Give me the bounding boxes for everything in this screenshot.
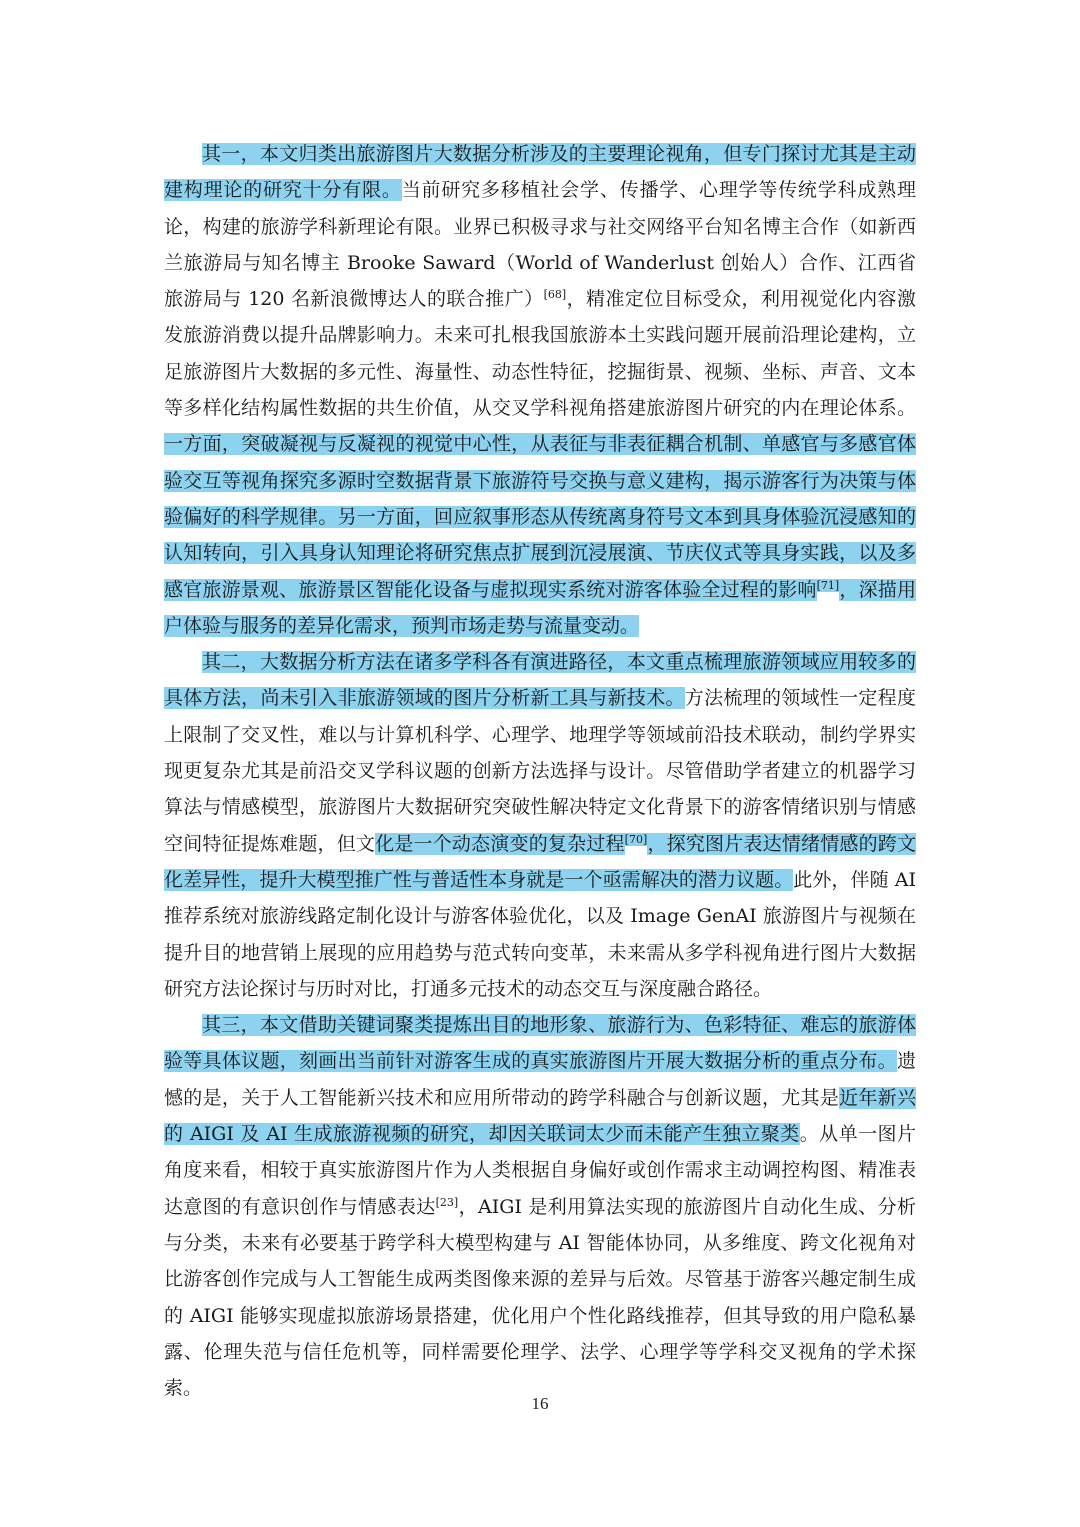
page-number: 16 xyxy=(531,1394,549,1413)
highlighted-text: ，探究图片表达情绪情感的跨文化差异性，提升大模型推广性与普适性本身就是一个亟需解决的潜力议题。 xyxy=(164,832,916,891)
highlighted-text: 一方面，突破凝视与反凝视的视觉中心性，从表征与非表征耦合机制、单感官与多感官体验交互等视角探究多源时空数据背景下旅游符号交换与意义建构，揭示游客行为决策与体验偏好的科学规律。另一方面，回应叙事形态从传统离身符号文本到具身体验沉浸感知的认知转向，引入具身认知理论将研究焦点扩展到沉浸展演、节庆仪式等具身实践，以及多感官旅游景观、旅游景区智能化设备与虚拟现实系统对游客体验全过程的影响 xyxy=(164,433,916,601)
body-span: ，AIGI 是利用算法实现的旅游图片自动化生成、分析与分类，未来有必要基于跨学科大模型构建与 AI 智能体协同，从多维度、跨文化视角对比游客创作完成与人工智能生成两类图像来源的差异与后效。尽管基于游客兴趣定制生成的 AIGI 能够实现虚拟旅游场景搭建，优化用户个性化路线推荐，但其导致的用户隐私暴露、伦理失范与信任危机等，同样需要伦理学、法学、心理学等学科交叉视角的学术探索。 xyxy=(164,1195,916,1400)
highlighted-text: 其一，本文归类出旅游图片大数据分析涉及的主要理论视角，但专门探讨尤其是主动建构理论的研究十分有限。 xyxy=(164,143,916,202)
highlighted-text: 其三，本文借助关键词聚类提炼出目的地形象、旅游行为、色彩特征、难忘的旅游体验等具体议题，刻画出当前针对游客生成的真实旅游图片开展大数据分析的重点分布。 xyxy=(164,1014,916,1073)
body-span: 遗憾的是，关于人工智能新兴技术和应用所带动的跨学科融合与创新议题，尤其是 xyxy=(164,1050,916,1109)
body-span: 。从单一图片角度来看，相较于真实旅游图片作为人类根据自身偏好或创作需求主动调控构图、精准表达意图的有意识创作与情感表达 xyxy=(164,1123,916,1218)
paragraph-2 xyxy=(164,644,916,1007)
body-span: 当前研究多移植社会学、传播学、心理学等传统学科成熟理论，构建的旅游学科新理论有限。业界已积极寻求与社交网络平台知名博主合作（如新西兰旅游局与知名博主 Brooke Saward（World of Wanderlust 创始人）合作、江西省旅游局与 120 名新浪微博达人的联合推广） xyxy=(164,179,916,311)
body-span: 此外，伴随 AI 推荐系统对旅游线路定制化设计与游客体验优化，以及 Image GenAI 旅游图片与视频在提升目的地营销上展现的应用趋势与范式转向变革，未来需从多学科视角进行图片大数据研究方法论探讨与历时对比，打通多元技术的动态交互与深度融合路径。 xyxy=(164,868,916,1000)
highlighted-text: 其二，大数据分析方法在诸多学科各有演进路径，本文重点梳理旅游领域应用较多的具体方法，尚未引入非旅游领域的图片分析新工具与新技术。 xyxy=(164,651,916,710)
citation-ref: [70] xyxy=(624,832,648,846)
paragraph-1 xyxy=(164,136,916,644)
highlighted-text: 近年新兴的 AIGI 及 AI 生成旅游视频的研究，却因关联词太少而未能产生独立聚类 xyxy=(164,1086,916,1146)
citation-ref: [71] xyxy=(816,578,840,592)
body-span: ，精准定位目标受众，利用视觉化内容激发旅游消费以提升品牌影响力。未来可扎根我国旅游本土实践问题开展前沿理论建构，立足旅游图片大数据的多元性、海量性、动态性特征，挖掘街景、视频、坐标、声音、文本等多样化结构属性数据的共生价值，从交叉学科视角搭建旅游图片研究的内在理论体系。 xyxy=(164,288,916,420)
highlighted-text: ，深描用户体验与服务的差异化需求，预判市场走势与流量变动。 xyxy=(164,578,916,637)
body-text xyxy=(164,136,916,1406)
paragraph-3 xyxy=(164,1007,916,1406)
citation-ref: [68] xyxy=(543,288,567,302)
body-span: 方法梳理的领域性一定程度上限制了交叉性，难以与计算机科学、心理学、地理学等领域前沿技术联动，制约学界实现更复杂尤其是前沿交叉学科议题的创新方法选择与设计。尽管借助学者建立的机器学习算法与情感模型，旅游图片大数据研究突破性解决特定文化背景下的游客情绪识别与情感空间特征提炼难题，但文 xyxy=(164,687,916,855)
highlighted-text: 化是一个动态演变的复杂过程 xyxy=(375,832,625,855)
citation-ref: [23] xyxy=(435,1195,459,1209)
